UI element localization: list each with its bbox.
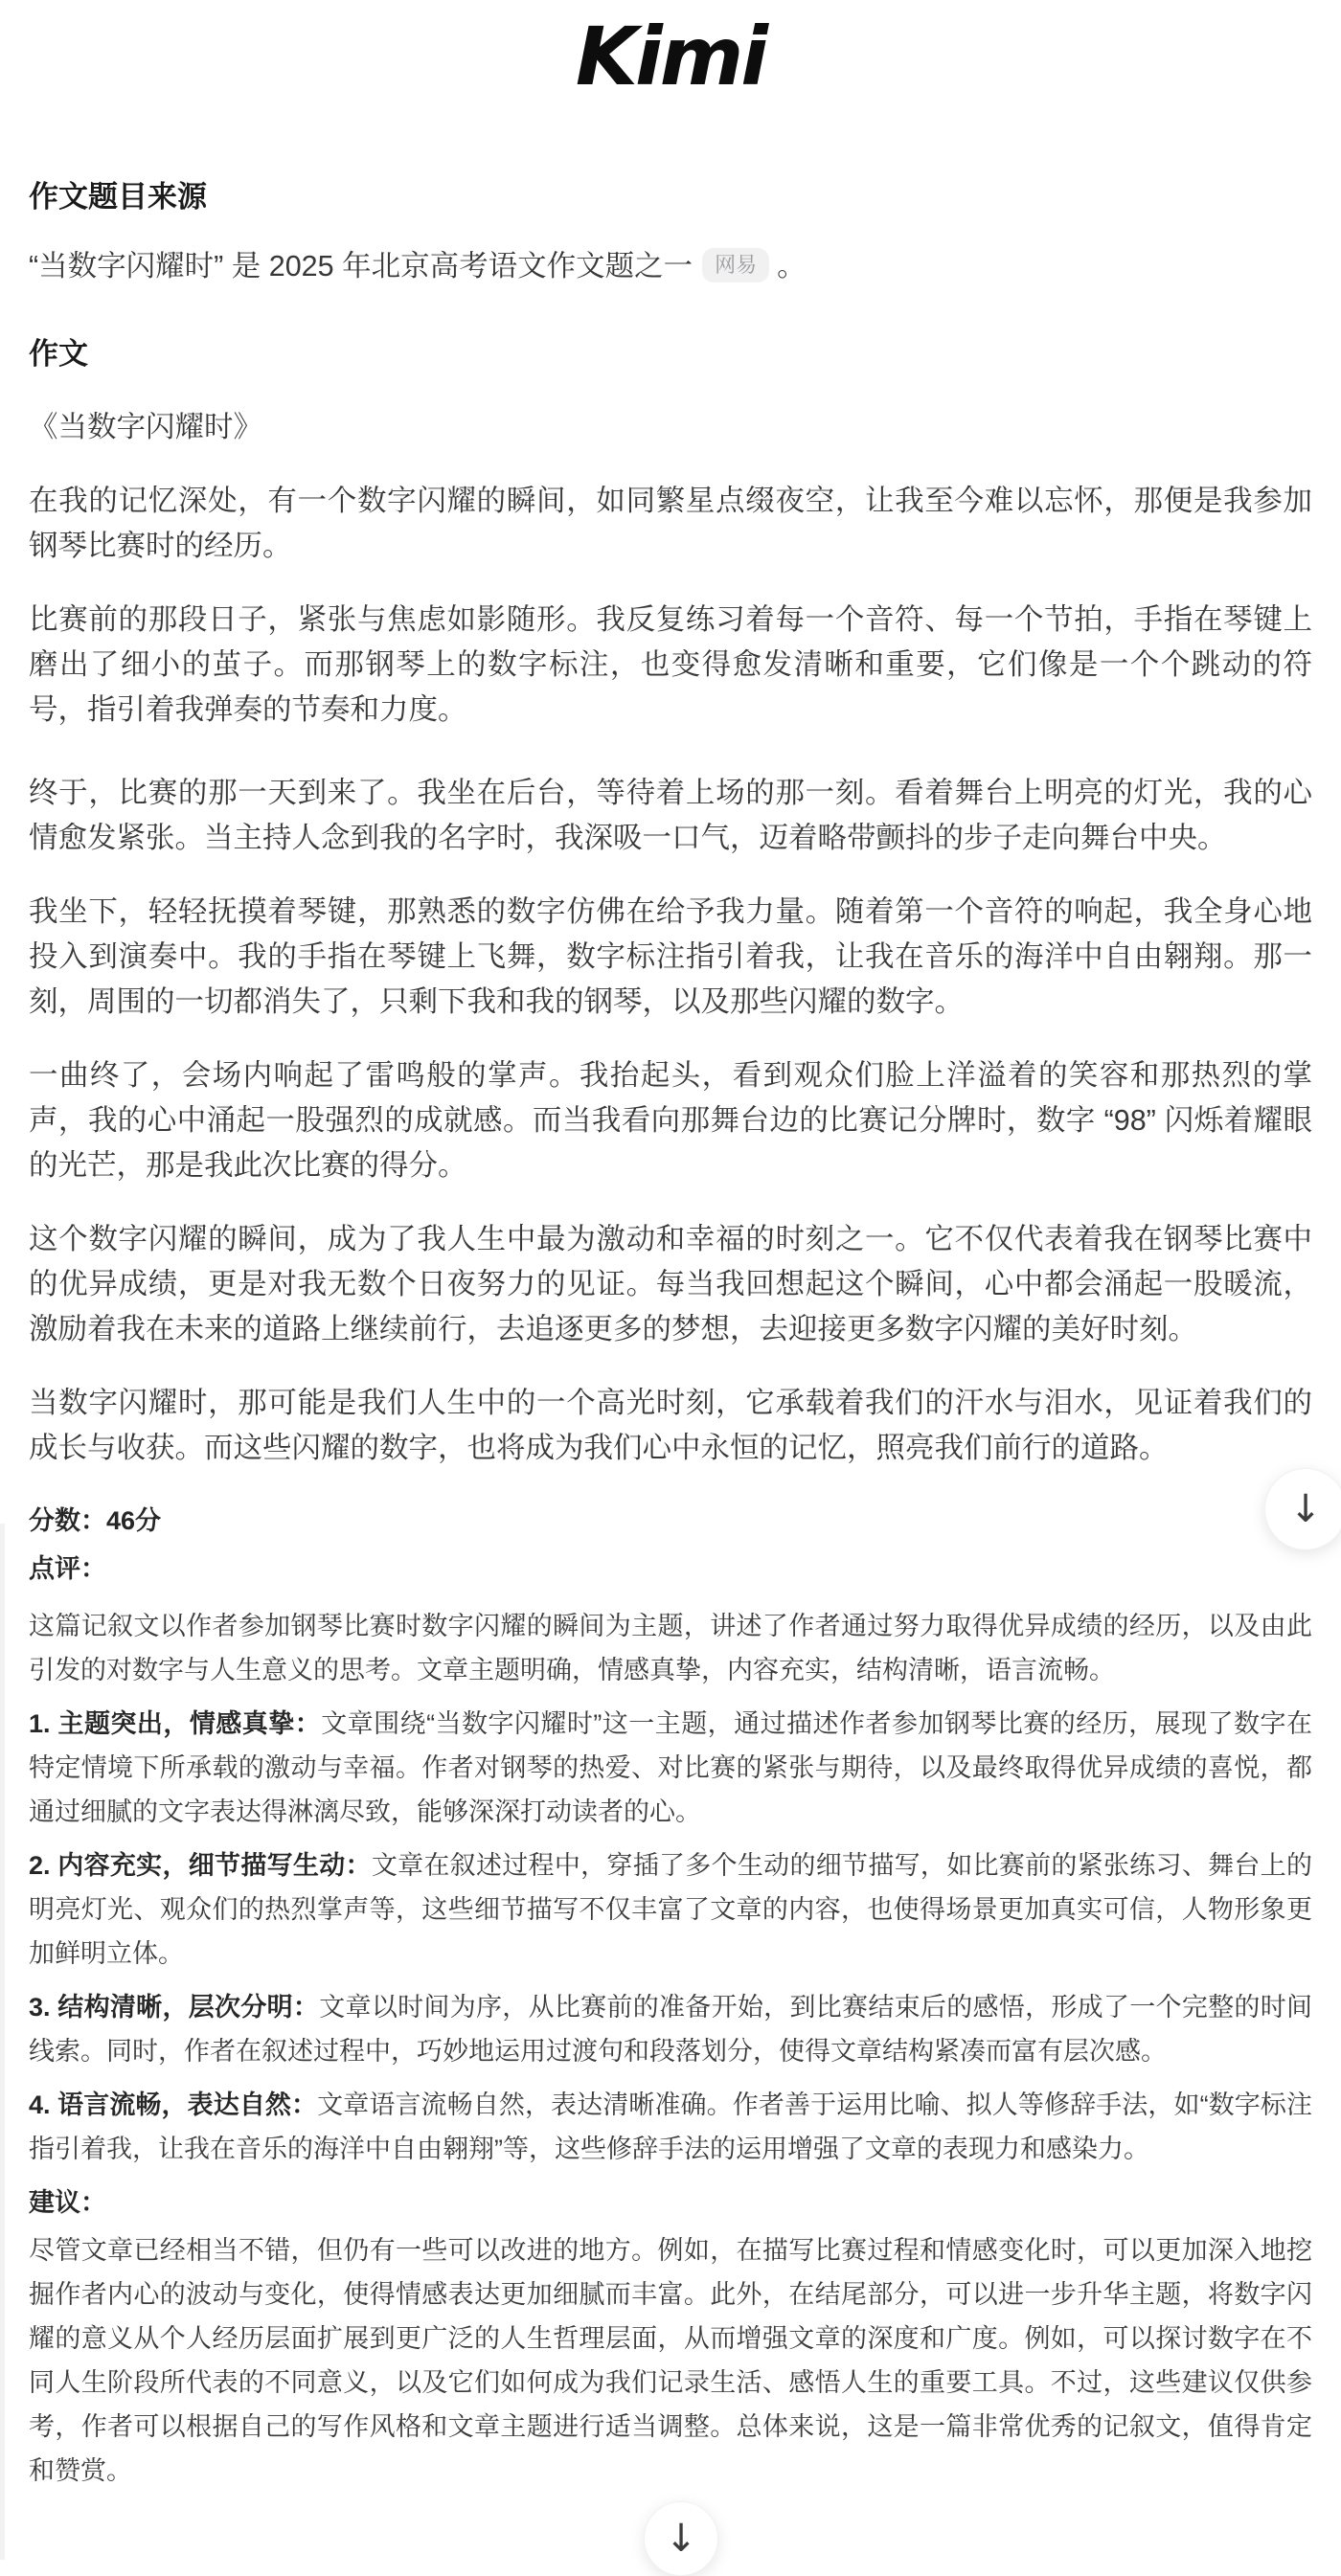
essay-paragraph: 在我的记忆深处，有一个数字闪耀的瞬间，如同繁星点缀夜空，让我至今难以忘怀，那便是我参加钢琴比赛时的经历。 xyxy=(29,485,1312,562)
review-intro-paragraph: 这篇记叙文以作者参加钢琴比赛时数字闪耀的瞬间为主题，讲述了作者通过努力取得优异成绩的经历，以及由此引发的对数字与人生意义的思考。文章主题明确，情感真挚，内容充实，结构清晰，语言流畅。 xyxy=(29,1612,1312,1684)
essay-paragraph: 这个数字闪耀的瞬间，成为了我人生中最为激动和幸福的时刻之一。它不仅代表着我在钢琴比赛中的优异成绩，更是对我无数个日夜努力的见证。每当我回想起这个瞬间，心中都会涌起一股暖流，激励着我在未来的道路上继续前行，去追逐更多的梦想，去迎接更多数字闪耀的美好时刻。 xyxy=(29,1223,1312,1345)
essay-title: 《当数字闪耀时》 xyxy=(29,411,262,443)
essay-paragraph: 我坐下，轻轻抚摸着琴键，那熟悉的数字仿佛在给予我力量。随着第一个音符的响起，我全身心地投入到演奏中。我的手指在琴键上飞舞，数字标注指引着我，让我在音乐的海洋中自由翱翔。那一刻，周围的一切都消失了，只剩下我和我的钢琴，以及那些闪耀的数字。 xyxy=(29,895,1312,1018)
essay-paragraph: 终于，比赛的那一天到来了。我坐在后台，等待着上场的那一刻。看着舞台上明亮的灯光，我的心情愈发紧张。当主持人念到我的名字时，我深吸一口气，迈着略带颤抖的步子走向舞台中央。 xyxy=(29,777,1312,854)
essay-paragraph: 当数字闪耀时，那可能是我们人生中的一个高光时刻，它承载着我们的汗水与泪水，见证着我们的成长与收获。而这些闪耀的数字，也将成为我们心中永恒的记忆，照亮我们前行的道路。 xyxy=(29,1387,1312,1464)
source-text-period: 。 xyxy=(777,250,807,282)
kimi-logo: Kimi xyxy=(575,10,766,103)
source-sentence xyxy=(29,244,1312,289)
review-item xyxy=(29,1702,1312,1834)
section-heading-essay: 作文 xyxy=(29,337,88,371)
review-heading: 点评： xyxy=(29,1554,106,1583)
down-arrow-icon: ↓ xyxy=(665,2517,697,2561)
review-item xyxy=(29,2083,1312,2171)
score-line xyxy=(29,1499,1312,1543)
scroll-down-button-side[interactable] xyxy=(1264,1468,1341,1550)
panel-edge-divider xyxy=(0,1524,5,2560)
review-item-lead: 2. 内容充实，细节描写生动： xyxy=(29,1851,372,1880)
review-item xyxy=(29,1843,1312,1976)
suggestion-paragraph: 尽管文章已经相当不错，但仍有一些可以改进的地方。例如，在描写比赛过程和情感变化时，可以更加深入地挖掘作者内心的波动与变化，使得情感表达更加细腻而丰富。此外，在结尾部分，可以进一步升华主题，将数字闪耀的意义从个人经历层面扩展到更广泛的人生哲理层面，从而增强文章的深度和广度。例如，可以探讨数字在不同人生阶段所代表的不同意义，以及它们如何成为我们记录生活、感悟人生的重要工具。不过，这些建议仅供参考，作者可以根据自己的写作风格和文章主题进行适当调整。总体来说，这是一篇非常优秀的记叙文，值得肯定和赞赏。 xyxy=(29,2236,1312,2485)
review-item-lead: 1. 主题突出，情感真挚： xyxy=(29,1709,322,1738)
score-value: 46分 xyxy=(106,1506,162,1535)
source-text: “当数字闪耀时” 是 2025 年北京高考语文作文题之一 xyxy=(29,250,693,282)
down-arrow-icon: ↓ xyxy=(1289,1487,1322,1531)
review-item-text: 文章在叙述过程中，穿插了多个生动的细节描写，如比赛前的紧张练习、舞台上的明亮灯光、观众们的热烈掌声等，这些细节描写不仅丰富了文章的内容，也使得场景更加真实可信，人物形象更加鲜明立体。 xyxy=(29,1851,1312,1968)
chat-answer-content xyxy=(0,6,1341,2493)
section-heading-source: 作文题目来源 xyxy=(29,180,207,214)
review-item-text: 文章围绕“当数字闪耀时”这一主题，通过描述作者参加钢琴比赛的经历，展现了数字在特定情境下所承载的激动与幸福。作者对钢琴的热爱、对比赛的紧张与期待，以及最终取得优异成绩的喜悦，都通过细腻的文字表达得淋漓尽致，能够深深打动读者的心。 xyxy=(29,1709,1312,1826)
score-label: 分数： xyxy=(29,1506,106,1535)
suggestion-heading: 建议： xyxy=(29,2188,106,2217)
scroll-down-button-bottom[interactable] xyxy=(644,2501,718,2576)
review-item-text: 文章语言流畅自然，表达清晰准确。作者善于运用比喻、拟人等修辞手法，如“数字标注指引着我，让我在音乐的海洋中自由翱翔”等，这些修辞手法的运用增强了文章的表现力和感染力。 xyxy=(29,2090,1312,2163)
essay-paragraph: 比赛前的那段日子，紧张与焦虑如影随形。我反复练习着每一个音符、每一个节拍，手指在琴键上磨出了细小的茧子。而那钢琴上的数字标注，也变得愈发清晰和重要，它们像是一个个跳动的符号，指引着我弹奏的节奏和力度。 xyxy=(29,603,1312,726)
review-item-lead: 3. 结构清晰，层次分明： xyxy=(29,1993,320,2022)
review-item-text: 文章以时间为序，从比赛前的准备开始，到比赛结束后的感悟，形成了一个完整的时间线索。同时，作者在叙述过程中，巧妙地运用过渡句和段落划分，使得文章结构紧凑而富有层次感。 xyxy=(29,1993,1313,2066)
essay-paragraph: 一曲终了，会场内响起了雷鸣般的掌声。我抬起头，看到观众们脸上洋溢着的笑容和那热烈的掌声，我的心中涌起一股强烈的成就感。而当我看向那舞台边的比赛记分牌时，数字 “98” 闪烁着耀眼的光芒，那是我此次比赛的得分。 xyxy=(29,1059,1312,1182)
review-item xyxy=(29,1985,1312,2073)
source-citation-badge[interactable]: 网易 xyxy=(702,248,769,282)
review-item-lead: 4. 语言流畅，表达自然： xyxy=(29,2090,318,2119)
